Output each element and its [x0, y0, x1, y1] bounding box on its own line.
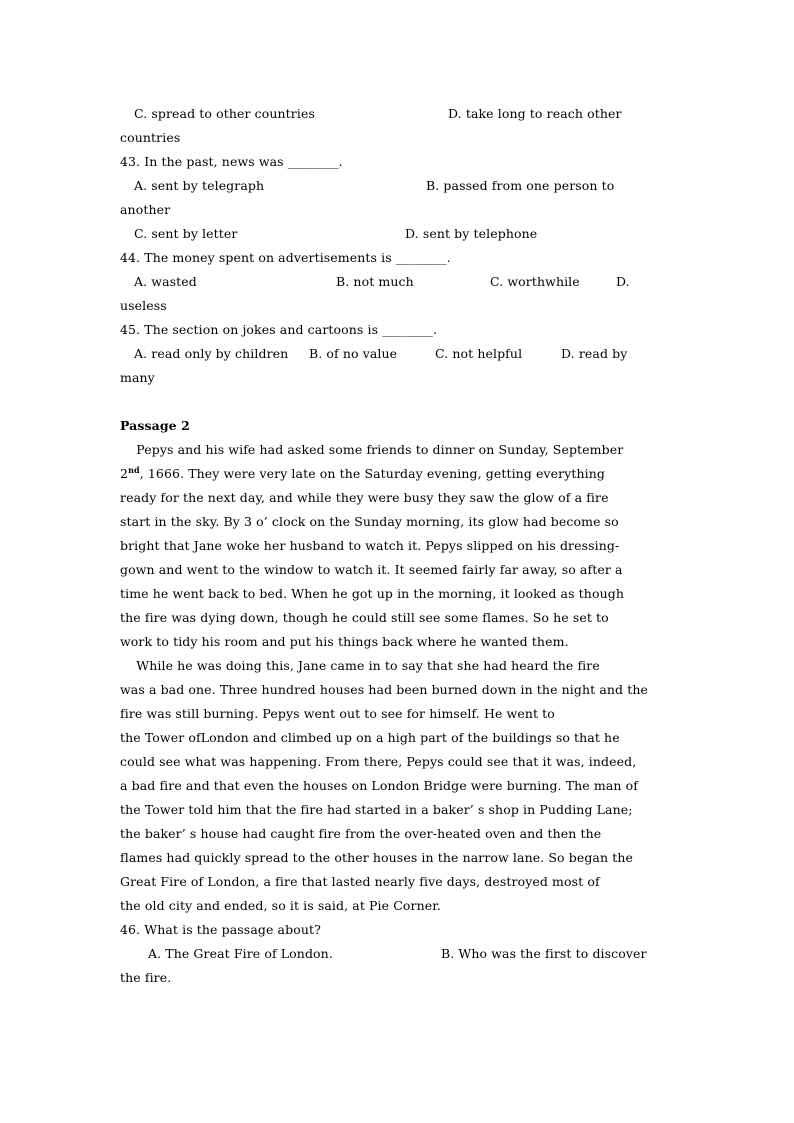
q43-stem: 43. In the past, news was ________.: [120, 154, 343, 169]
q42-options-cd: [120, 102, 680, 126]
q45-option-b: B. of no value: [309, 346, 398, 361]
passage-line: time he went back to bed. When he got up in the morning, it looked as though: [120, 586, 624, 601]
q44-stem: 44. The money spent on advertisements is ________.: [120, 250, 451, 265]
passage-line: work to tidy his room and put his things back where he wanted them.: [120, 634, 569, 649]
passage-line: Pepys and his wife had asked some friends to dinner on Sunday, September: [120, 442, 624, 457]
q45-stem: 45. The section on jokes and cartoons is ________.: [120, 322, 438, 337]
q46-options-ab: [120, 942, 680, 966]
q46-option-b: B. Who was the first to discover: [441, 946, 647, 961]
passage-line: flames had quickly spread to the other houses in the narrow lane. So began the: [120, 850, 633, 865]
passage-line: a bad fire and that even the houses on London Bridge were burning. The man of: [120, 778, 638, 793]
q44-option-d-continued: useless: [120, 298, 167, 313]
passage-line: the Tower ofLondon and climbed up on a high part of the buildings so that he: [120, 730, 620, 745]
q45-options: [120, 342, 680, 366]
passage-heading: Passage 2: [120, 418, 190, 433]
q45-option-a: A. read only by children: [134, 346, 289, 361]
passage-body: [120, 438, 680, 918]
passage-line: Great Fire of London, a fire that lasted nearly five days, destroyed most of: [120, 874, 600, 889]
q44-option-c: C. worthwhile: [490, 274, 580, 289]
passage-line: the old city and ended, so it is said, at Pie Corner.: [120, 898, 441, 913]
q43-option-c: C. sent by letter: [134, 226, 238, 241]
q44-option-a: A. wasted: [134, 274, 197, 289]
passage-line: the baker’ s house had caught fire from the over-heated oven and then the: [120, 826, 602, 841]
passage-line: ready for the next day, and while they were busy they saw the glow of a fire: [120, 490, 609, 505]
passage-line: was a bad one. Three hundred houses had been burned down in the night and the: [120, 682, 648, 697]
q45-option-c: C. not helpful: [435, 346, 523, 361]
q43-option-b-continued: another: [120, 202, 171, 217]
passage-line: could see what was happening. From there, Pepys could see that it was, indeed,: [120, 754, 637, 769]
q46-stem: 46. What is the passage about?: [120, 922, 321, 937]
passage-line: 2nd, 1666. They were very late on the Saturday evening, getting everything: [120, 464, 606, 481]
document-page: [120, 102, 680, 990]
q42-option-d: D. take long to reach other: [448, 106, 622, 121]
passage-line: the Tower told him that the fire had started in a baker’ s shop in Pudding Lane;: [120, 802, 633, 817]
passage-line: fire was still burning. Pepys went out to see for himself. He went to: [120, 706, 555, 721]
passage-line: start in the sky. By 3 o’ clock on the Sunday morning, its glow had become so: [120, 514, 619, 529]
q45-option-d: D. read by: [561, 346, 628, 361]
q44-options: [120, 270, 680, 294]
spacer: [120, 390, 680, 414]
q43-options-cd: [120, 222, 680, 246]
q42-option-d-continued: countries: [120, 130, 181, 145]
q42-option-c: C. spread to other countries: [134, 106, 315, 121]
passage-line: While he was doing this, Jane came in to say that she had heard the fire: [120, 658, 600, 673]
q46-option-b-continued: the fire.: [120, 970, 172, 985]
q43-options-ab: [120, 174, 680, 198]
q43-option-d: D. sent by telephone: [405, 226, 538, 241]
q45-option-d-continued: many: [120, 370, 155, 385]
passage-line: gown and went to the window to watch it. It seemed fairly far away, so after a: [120, 562, 623, 577]
passage-line: bright that Jane woke her husband to watch it. Pepys slipped on his dressing-: [120, 538, 620, 553]
q44-option-d: D.: [616, 274, 630, 289]
passage-line: the fire was dying down, though he could still see some flames. So he set to: [120, 610, 609, 625]
q43-option-b: B. passed from one person to: [426, 178, 615, 193]
q46-option-a: A. The Great Fire of London.: [148, 946, 333, 961]
q43-option-a: A. sent by telegraph: [134, 178, 265, 193]
q44-option-b: B. not much: [336, 274, 414, 289]
